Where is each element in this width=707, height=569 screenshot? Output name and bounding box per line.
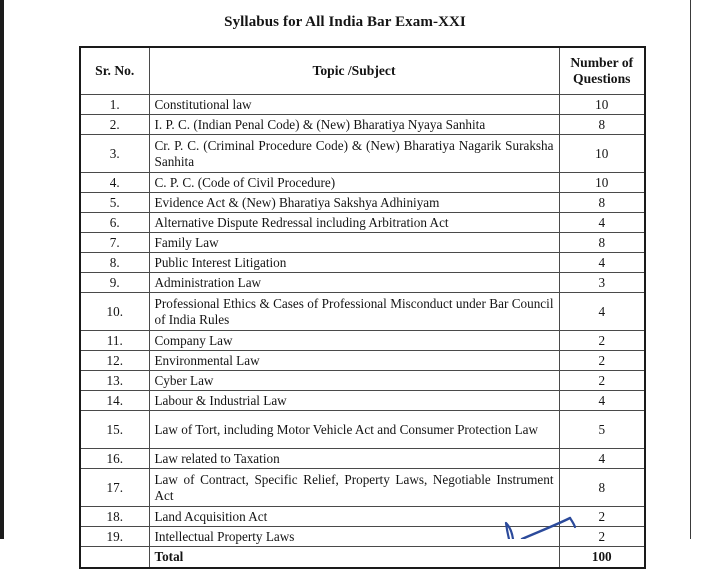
cell-topic-subject: Public Interest Litigation [149, 253, 559, 273]
table-row [80, 351, 645, 371]
table-row [80, 273, 645, 293]
cell-number-of-questions: 10 [559, 95, 645, 115]
table-row [80, 411, 645, 449]
cell-sr-no: 9. [80, 273, 149, 293]
cell-sr-no: 10. [80, 293, 149, 331]
table-row [80, 95, 645, 115]
table-row [80, 173, 645, 193]
cell-total-label: Total [149, 547, 559, 569]
cell-topic-subject: Administration Law [149, 273, 559, 293]
cell-topic-subject: Alternative Dispute Redressal including Arbitration Act [149, 213, 559, 233]
table-row [80, 391, 645, 411]
cell-number-of-questions: 2 [559, 527, 645, 547]
cell-sr-no: 11. [80, 331, 149, 351]
table-row [80, 233, 645, 253]
cell-number-of-questions: 4 [559, 213, 645, 233]
cell-number-of-questions: 2 [559, 351, 645, 371]
cell-sr-no: 12. [80, 351, 149, 371]
cell-sr-no: 3. [80, 135, 149, 173]
cell-number-of-questions: 4 [559, 391, 645, 411]
table-row [80, 115, 645, 135]
cell-number-of-questions: 8 [559, 233, 645, 253]
cell-topic-subject: Professional Ethics & Cases of Professional Misconduct under Bar Council of India Rules [149, 293, 559, 331]
cell-topic-subject: Law of Tort, including Motor Vehicle Act and Consumer Protection Law [149, 411, 559, 449]
cell-topic-subject: Family Law [149, 233, 559, 253]
cell-sr-no: 18. [80, 507, 149, 527]
table-row [80, 293, 645, 331]
cell-sr-no: 6. [80, 213, 149, 233]
table-row [80, 331, 645, 351]
cell-number-of-questions: 10 [559, 135, 645, 173]
cell-sr-no: 4. [80, 173, 149, 193]
cell-total-questions: 100 [559, 547, 645, 569]
cell-topic-subject: Cr. P. C. (Criminal Procedure Code) & (New) Bharatiya Nagarik Suraksha Sanhita [149, 135, 559, 173]
cell-number-of-questions: 3 [559, 273, 645, 293]
cell-sr-no: 19. [80, 527, 149, 547]
cell-topic-subject: Constitutional law [149, 95, 559, 115]
cell-number-of-questions: 5 [559, 411, 645, 449]
cell-number-of-questions: 8 [559, 469, 645, 507]
column-header-number-of-questions [559, 47, 645, 95]
cell-number-of-questions: 2 [559, 507, 645, 527]
cell-number-of-questions: 4 [559, 293, 645, 331]
cell-sr-no: 14. [80, 391, 149, 411]
cell-sr-no: 1. [80, 95, 149, 115]
cell-sr-no: 17. [80, 469, 149, 507]
cell-sr-no: 8. [80, 253, 149, 273]
cell-topic-subject: C. P. C. (Code of Civil Procedure) [149, 173, 559, 193]
cell-sr-no: 16. [80, 449, 149, 469]
cell-topic-subject: I. P. C. (Indian Penal Code) & (New) Bharatiya Nyaya Sanhita [149, 115, 559, 135]
page-title: Syllabus for All India Bar Exam-XXI [224, 14, 466, 30]
cell-topic-subject: Law related to Taxation [149, 449, 559, 469]
cell-number-of-questions: 4 [559, 253, 645, 273]
cell-topic-subject: Law of Contract, Specific Relief, Property Laws, Negotiable Instrument Act [149, 469, 559, 507]
cell-topic-subject: Land Acquisition Act [149, 507, 559, 527]
table-row [80, 193, 645, 213]
table-row [80, 213, 645, 233]
table-row-total [80, 547, 645, 569]
table-header [80, 47, 645, 95]
cell-number-of-questions: 8 [559, 115, 645, 135]
table-body [80, 95, 645, 569]
table-row [80, 507, 645, 527]
cell-sr-no: 13. [80, 371, 149, 391]
table-row [80, 135, 645, 173]
cell-sr-no [80, 547, 149, 569]
cell-topic-subject: Evidence Act & (New) Bharatiya Sakshya Adhiniyam [149, 193, 559, 213]
cell-topic-subject: Cyber Law [149, 371, 559, 391]
table-header-row [80, 47, 645, 95]
syllabus-table [79, 46, 646, 569]
cell-sr-no: 2. [80, 115, 149, 135]
cell-number-of-questions: 2 [559, 371, 645, 391]
cell-number-of-questions: 2 [559, 331, 645, 351]
column-header-number-of-questions-line2: Questions [573, 71, 631, 86]
table-row [80, 527, 645, 547]
cell-number-of-questions: 10 [559, 173, 645, 193]
cell-topic-subject: Labour & Industrial Law [149, 391, 559, 411]
table-row [80, 253, 645, 273]
column-header-topic-subject: Topic /Subject [149, 47, 559, 95]
cell-number-of-questions: 8 [559, 193, 645, 213]
cell-sr-no: 15. [80, 411, 149, 449]
cell-topic-subject: Company Law [149, 331, 559, 351]
table-row [80, 371, 645, 391]
cell-topic-subject: Intellectual Property Laws [149, 527, 559, 547]
cell-sr-no: 7. [80, 233, 149, 253]
cell-sr-no: 5. [80, 193, 149, 213]
table-row [80, 449, 645, 469]
column-header-number-of-questions-line1: Number of [570, 55, 634, 71]
table-row [80, 469, 645, 507]
column-header-sr-no: Sr. No. [80, 47, 149, 95]
cell-number-of-questions: 4 [559, 449, 645, 469]
cell-topic-subject: Environmental Law [149, 351, 559, 371]
